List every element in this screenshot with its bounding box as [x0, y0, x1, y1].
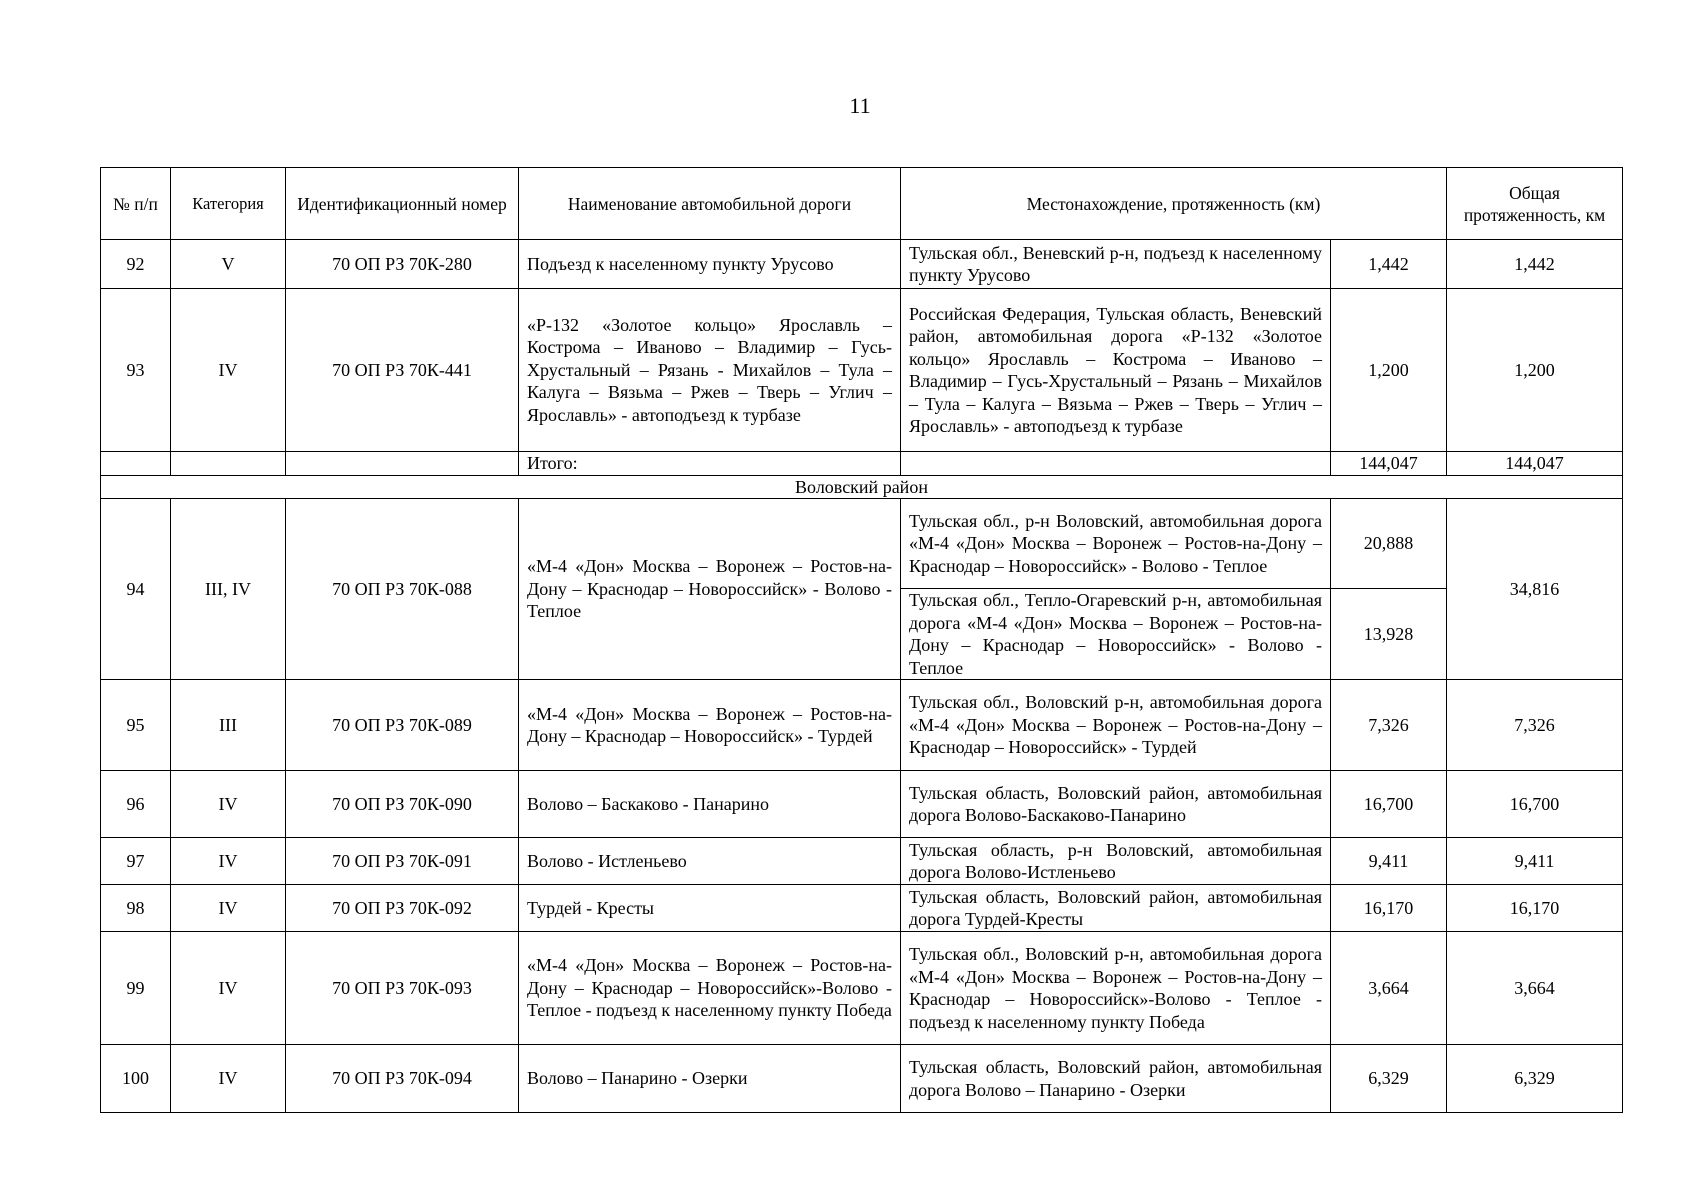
cell-road-name: Волово – Панарино - Озерки: [519, 1045, 901, 1113]
cell-road-name: «М-4 «Дон» Москва – Воронеж – Ростов-на-Дону – Краснодар – Новороссийск» - Турдей: [519, 680, 901, 771]
cell-category: IV: [171, 932, 286, 1045]
cell-road-name: Подъезд к населенному пункту Урусово: [519, 240, 901, 289]
cell-no: 95: [101, 680, 171, 771]
cell-length: 9,411: [1331, 838, 1447, 885]
cell-category: IV: [171, 289, 286, 452]
cell-road-name: «М-4 «Дон» Москва – Воронеж – Ростов-на-Дону – Краснодар – Новороссийск»-Волово - Теплое - подъезд к населенному пункту Победа: [519, 932, 901, 1045]
cell-length: 16,170: [1331, 885, 1447, 932]
cell-location: Тульская обл., Воловский р-н, автомобильная дорога «М-4 «Дон» Москва – Воронеж – Ростов-на-Дону – Краснодар – Новороссийск» - Турдей: [901, 680, 1331, 771]
cell-length: 7,326: [1331, 680, 1447, 771]
cell-total: 16,700: [1447, 771, 1623, 838]
page-number: 11: [849, 93, 871, 118]
cell-empty: [101, 452, 171, 476]
header-no: № п/п: [101, 168, 171, 240]
cell-no: 96: [101, 771, 171, 838]
cell-location: Тульская область, р-н Воловский, автомобильная дорога Волово-Истленьево: [901, 838, 1331, 885]
cell-total: 1,200: [1447, 289, 1623, 452]
cell-empty: [286, 452, 519, 476]
cell-no: 94: [101, 499, 171, 680]
cell-id: 70 ОП РЗ 70К-088: [286, 499, 519, 680]
header-category: Категория: [171, 168, 286, 240]
header-location-length: Местонахождение, протяженность (км): [901, 168, 1447, 240]
cell-road-name: Турдей - Кресты: [519, 885, 901, 932]
cell-road-name: «Р-132 «Золотое кольцо» Ярославль – Кострома – Иваново – Владимир – Гусь-Хрустальный – Рязань - Михайлов – Тула – Калуга – Вязьма – Ржев – Тверь – Углич – Ярославль» - автоподъезд к турбазе: [519, 289, 901, 452]
cell-no: 93: [101, 289, 171, 452]
cell-length: 16,700: [1331, 771, 1447, 838]
cell-location: Тульская область, Воловский район, автомобильная дорога Волово – Панарино - Озерки: [901, 1045, 1331, 1113]
cell-location: Тульская обл., р-н Воловский, автомобильная дорога «М-4 «Дон» Москва – Воронеж – Ростов-на-Дону – Краснодар – Новороссийск» - Волово - Теплое: [901, 499, 1331, 589]
header-total-length: Общая протяженность, км: [1447, 168, 1623, 240]
cell-road-name: Волово – Баскаково - Панарино: [519, 771, 901, 838]
cell-location: Тульская область, Воловский район, автомобильная дорога Турдей-Кресты: [901, 885, 1331, 932]
cell-location: Тульская обл., Тепло-Огаревский р-н, автомобильная дорога «М-4 «Дон» Москва – Воронеж – Ростов-на-Дону – Краснодар – Новороссийск» - Волово - Теплое: [901, 589, 1331, 680]
cell-empty: [171, 452, 286, 476]
cell-category: III, IV: [171, 499, 286, 680]
table-row: [101, 838, 1623, 885]
total-length: 144,047: [1331, 452, 1447, 476]
cell-total: 9,411: [1447, 838, 1623, 885]
cell-road-name: Волово - Истленьево: [519, 838, 901, 885]
cell-id: 70 ОП РЗ 70К-092: [286, 885, 519, 932]
table-row: [101, 499, 1623, 589]
total-row: [101, 452, 1623, 476]
cell-length: 6,329: [1331, 1045, 1447, 1113]
cell-length: 20,888: [1331, 499, 1447, 589]
header-road-name: Наименование автомобильной дороги: [519, 168, 901, 240]
table-row: [101, 885, 1623, 932]
cell-empty: [901, 452, 1331, 476]
cell-no: 98: [101, 885, 171, 932]
total-total: 144,047: [1447, 452, 1623, 476]
cell-total: 34,816: [1447, 499, 1623, 680]
cell-id: 70 ОП РЗ 70К-093: [286, 932, 519, 1045]
cell-id: 70 ОП РЗ 70К-094: [286, 1045, 519, 1113]
header-row: [101, 168, 1623, 240]
district-title: Воловский район: [101, 475, 1623, 499]
table-row: [101, 680, 1623, 771]
cell-category: V: [171, 240, 286, 289]
cell-id: 70 ОП РЗ 70К-091: [286, 838, 519, 885]
cell-no: 97: [101, 838, 171, 885]
cell-id: 70 ОП РЗ 70К-280: [286, 240, 519, 289]
table-row: [101, 771, 1623, 838]
cell-location: Тульская обл., Воловский р-н, автомобильная дорога «М-4 «Дон» Москва – Воронеж – Ростов-на-Дону – Краснодар – Новороссийск»-Волово - Теплое - подъезд к населенному пункту Победа: [901, 932, 1331, 1045]
cell-length: 1,442: [1331, 240, 1447, 289]
header-id-number: Идентификационный номер: [286, 168, 519, 240]
cell-id: 70 ОП РЗ 70К-089: [286, 680, 519, 771]
cell-no: 100: [101, 1045, 171, 1113]
cell-no: 92: [101, 240, 171, 289]
cell-total: 3,664: [1447, 932, 1623, 1045]
cell-location: Тульская обл., Веневский р-н, подъезд к населенному пункту Урусово: [901, 240, 1331, 289]
cell-location: Российская Федерация, Тульская область, Веневский район, автомобильная дорога «Р-132 «Золотое кольцо» Ярославль – Кострома – Иваново – Владимир – Гусь-Хрустальный – Рязань – Михайлов – Тула – Калуга – Вязьма – Ржев – Тверь – Углич – Ярославль» - автоподъезд к турбазе: [901, 289, 1331, 452]
cell-id: 70 ОП РЗ 70К-090: [286, 771, 519, 838]
cell-length: 13,928: [1331, 589, 1447, 680]
cell-length: 1,200: [1331, 289, 1447, 452]
table-row: [101, 289, 1623, 452]
cell-category: IV: [171, 838, 286, 885]
cell-length: 3,664: [1331, 932, 1447, 1045]
cell-no: 99: [101, 932, 171, 1045]
cell-total: 7,326: [1447, 680, 1623, 771]
table-row: [101, 240, 1623, 289]
cell-total: 6,329: [1447, 1045, 1623, 1113]
total-label: Итого:: [519, 452, 901, 476]
cell-road-name: «М-4 «Дон» Москва – Воронеж – Ростов-на-Дону – Краснодар – Новороссийск» - Волово - Теплое: [519, 499, 901, 680]
roads-table: [100, 167, 1623, 1113]
cell-category: IV: [171, 885, 286, 932]
cell-total: 1,442: [1447, 240, 1623, 289]
table-row: [101, 932, 1623, 1045]
table-row: [101, 1045, 1623, 1113]
cell-id: 70 ОП РЗ 70К-441: [286, 289, 519, 452]
cell-location: Тульская область, Воловский район, автомобильная дорога Волово-Баскаково-Панарино: [901, 771, 1331, 838]
cell-total: 16,170: [1447, 885, 1623, 932]
cell-category: IV: [171, 1045, 286, 1113]
cell-category: IV: [171, 771, 286, 838]
cell-category: III: [171, 680, 286, 771]
district-row: [101, 475, 1623, 499]
